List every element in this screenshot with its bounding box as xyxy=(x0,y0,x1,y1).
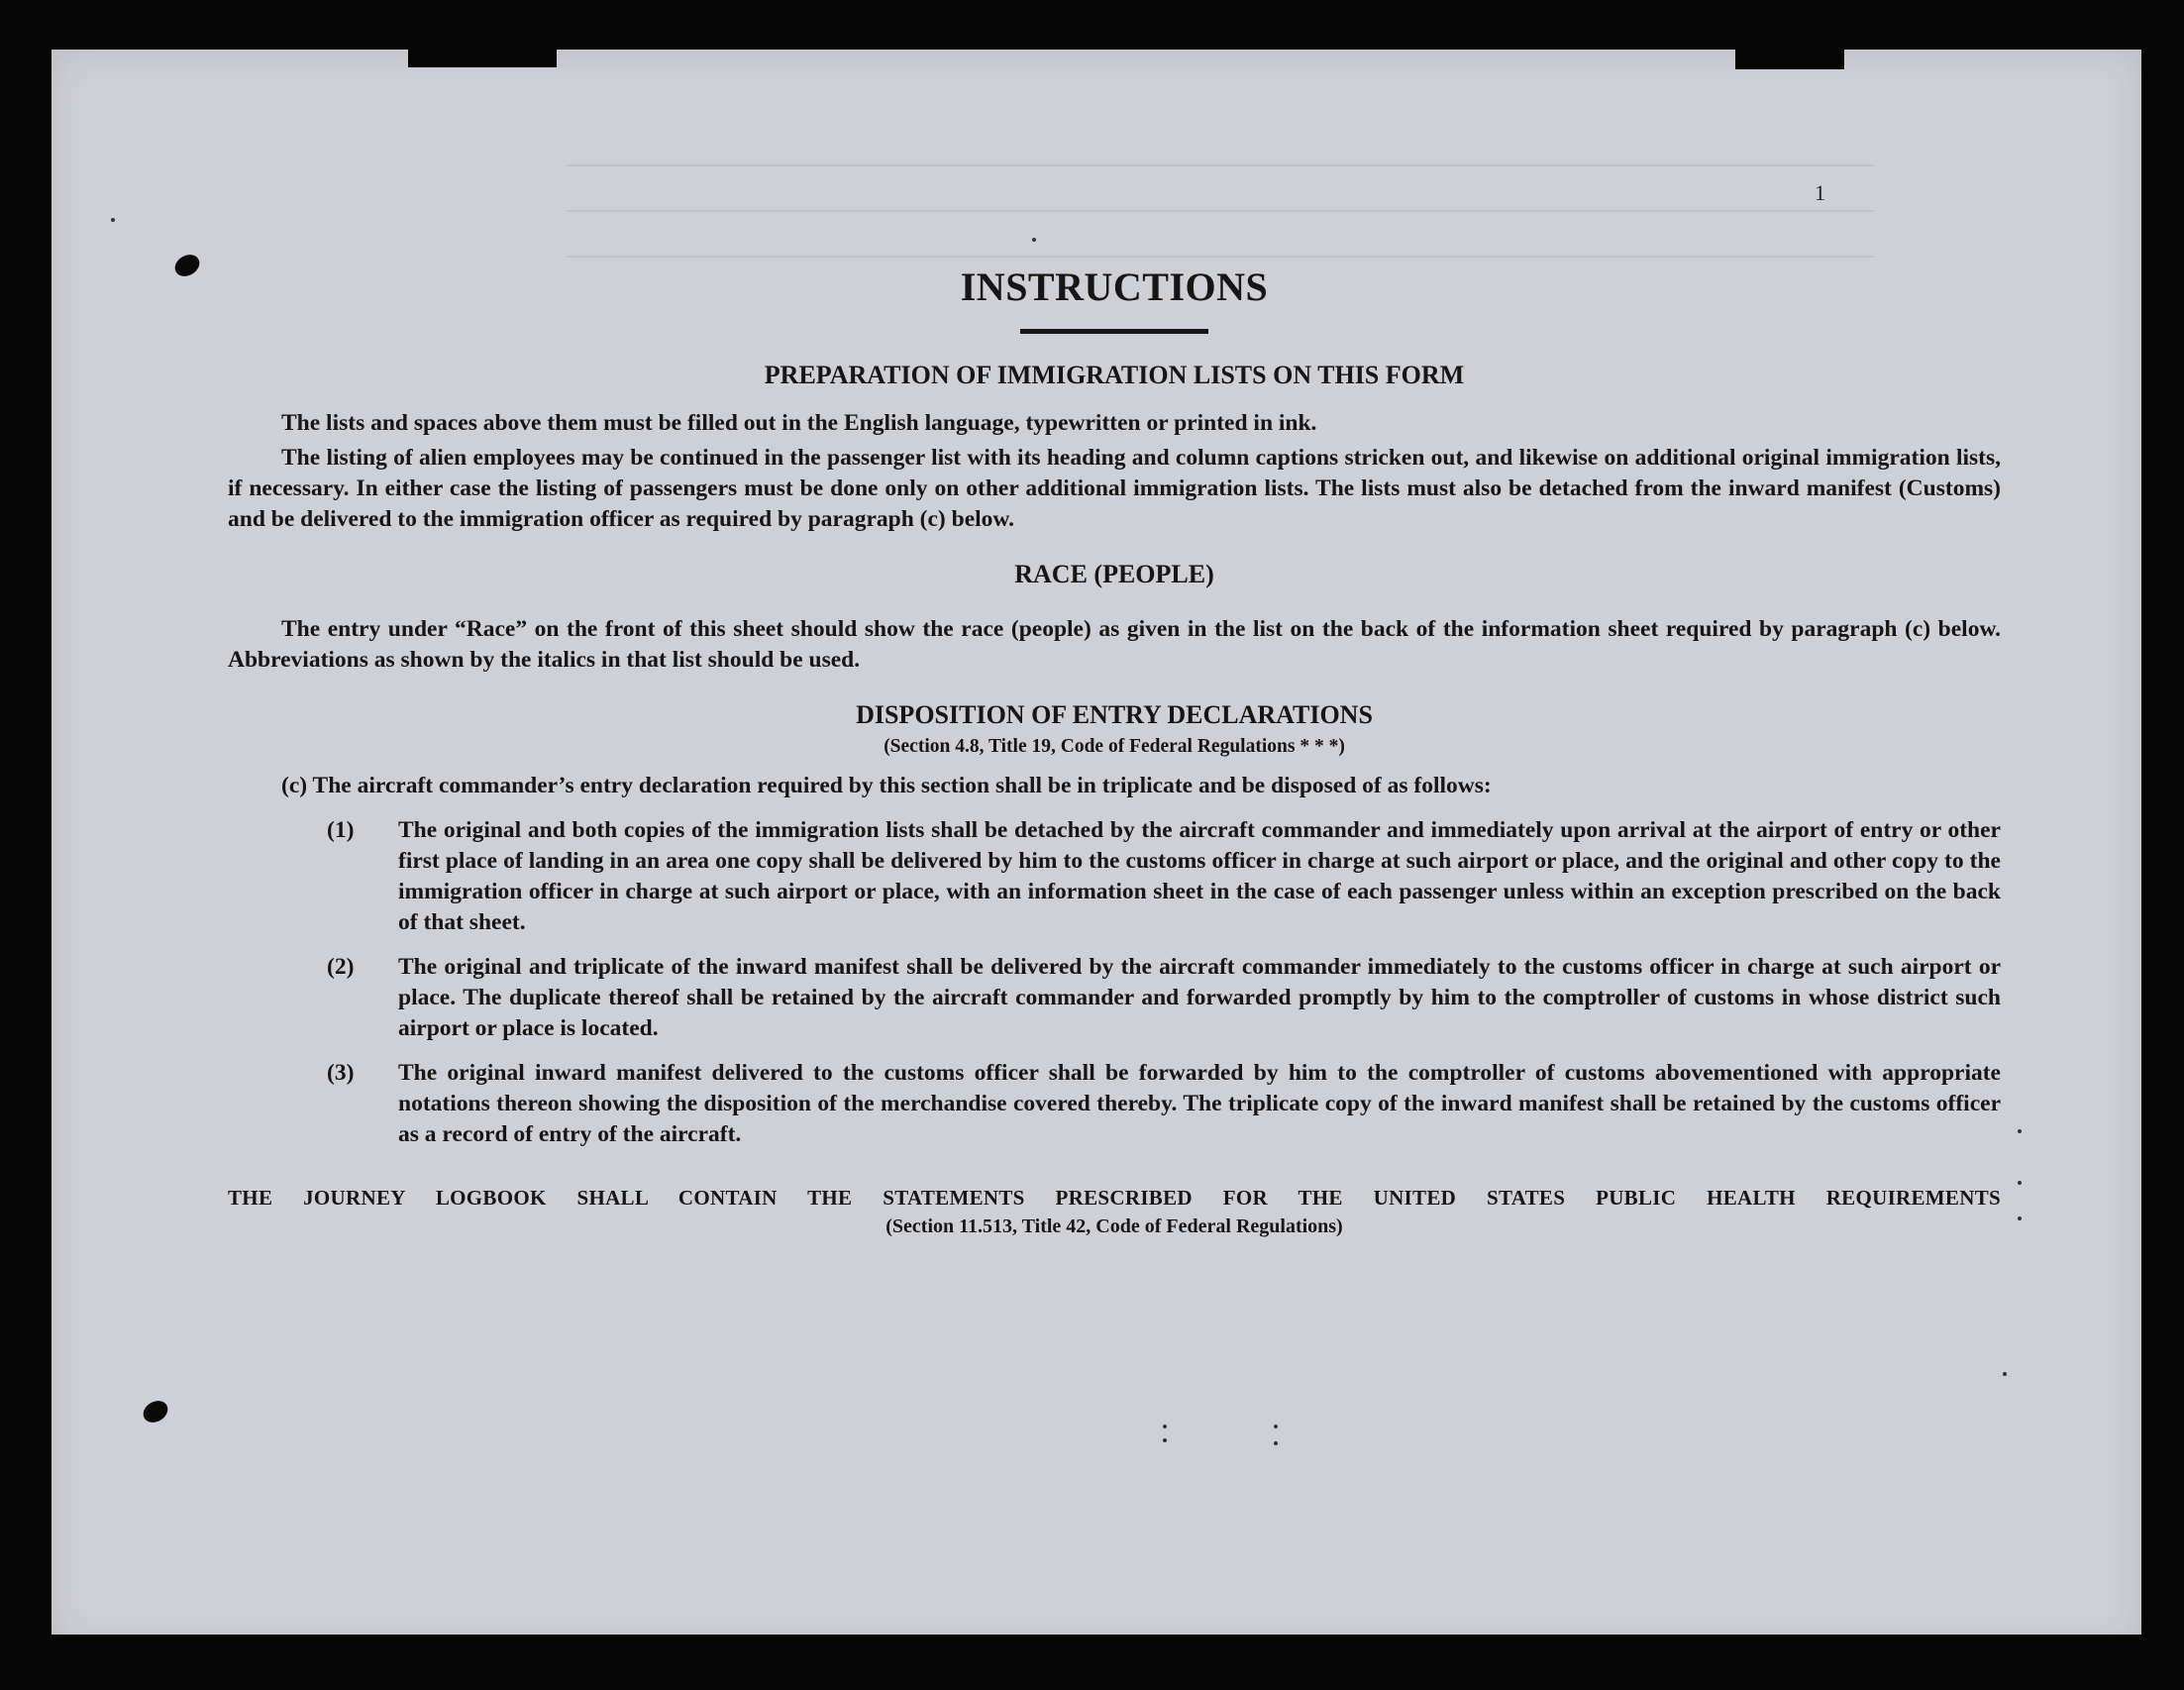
item-number: (1) xyxy=(327,817,355,844)
item-text: The original inward manifest delivered to the customs officer shall be forwarded by him to the comptroller of customs abovementioned with appropriate notations thereon showing the disposition of the merchandise covered thereby. The triplicate copy of the inward manifest shall be retained by the customs officer as a record of entry of the aircraft. xyxy=(398,1060,2001,1148)
title-underline xyxy=(1020,329,1208,334)
item-number: (3) xyxy=(327,1060,355,1087)
speck xyxy=(1032,238,1036,242)
item-text: The original and triplicate of the inward manifest shall be delivered by the aircraft commander immediately to the customs officer in charge at such airport or place. The duplicate thereof shall be retained by the aircraft commander and forwarded promptly by him to the comptroller of customs in whose district such airport or place is located. xyxy=(398,954,2001,1042)
speck xyxy=(1163,1438,1167,1442)
race-heading: RACE (PEOPLE) xyxy=(1014,559,1214,588)
disposition-intro: (c) The aircraft commander’s entry declaration required by this section shall be in triplicate and be disposed of as follows: xyxy=(281,773,1492,799)
disposition-citation: (Section 4.8, Title 19, Code of Federal Regulations * * *) xyxy=(884,735,1345,757)
torn-edge xyxy=(46,1635,2155,1654)
disposition-item xyxy=(228,952,2001,1044)
instructions-content xyxy=(228,264,2001,1238)
item-text: The original and both copies of the immigration lists shall be detached by the aircraft commander and immediately upon arrival at the airport of entry or other first place of landing in an area one copy shall be delivered by him to the customs officer in charge at such airport or place, and the original and other copy to the immigration officer in charge at such airport or place, with an information sheet in the case of each passenger unless within an exception prescribed on the back of that sheet. xyxy=(398,817,2001,936)
speck xyxy=(111,218,115,222)
speck xyxy=(1274,1425,1278,1428)
punch-hole xyxy=(171,251,204,280)
document-page xyxy=(52,50,2141,1646)
preparation-paragraph-2: The listing of alien employees may be continued in the passenger list with its heading and column captions stricken out, and likewise on additional original immigration lists, if necessary. In either case the listing of passengers must be done only on other additional immigration lists. The lists must also be detached from the inward manifest (Customs) and be delivered to the immigration officer as required by paragraph (c) below. xyxy=(228,444,2001,532)
disposition-heading: DISPOSITION OF ENTRY DECLARATIONS xyxy=(856,700,1373,730)
logbook-statement: THE JOURNEY LOGBOOK SHALL CONTAIN THE STATEMENTS PRESCRIBED FOR THE UNITED STATES PUBLIC HEALTH REQUIREMENTS xyxy=(228,1186,2001,1211)
preparation-heading: PREPARATION OF IMMIGRATION LISTS ON THIS FORM xyxy=(764,361,1465,389)
speck xyxy=(2018,1129,2022,1133)
speck xyxy=(2018,1216,2022,1220)
race-paragraph: The entry under “Race” on the front of this sheet should show the race (people) as given in the list on the back of the information sheet required by paragraph (c) below. Abbreviations as shown by the italics in that list should be used. xyxy=(228,616,2001,674)
speck xyxy=(2003,1372,2007,1376)
punch-hole xyxy=(140,1397,172,1426)
speck xyxy=(2018,1181,2022,1185)
torn-edge xyxy=(408,44,557,67)
torn-edge xyxy=(1735,44,1844,69)
preparation-paragraph-1: The lists and spaces above them must be filled out in the English language, typewritten or printed in ink. xyxy=(281,409,1317,436)
disposition-item xyxy=(228,815,2001,938)
page-title: INSTRUCTIONS xyxy=(960,264,1269,309)
disposition-item xyxy=(228,1058,2001,1150)
item-number: (2) xyxy=(327,954,355,981)
logbook-citation: (Section 11.513, Title 42, Code of Federal Regulations) xyxy=(885,1215,1343,1238)
speck xyxy=(1274,1441,1278,1445)
speck xyxy=(1163,1425,1167,1428)
page-mark: 1 xyxy=(1815,180,1825,205)
